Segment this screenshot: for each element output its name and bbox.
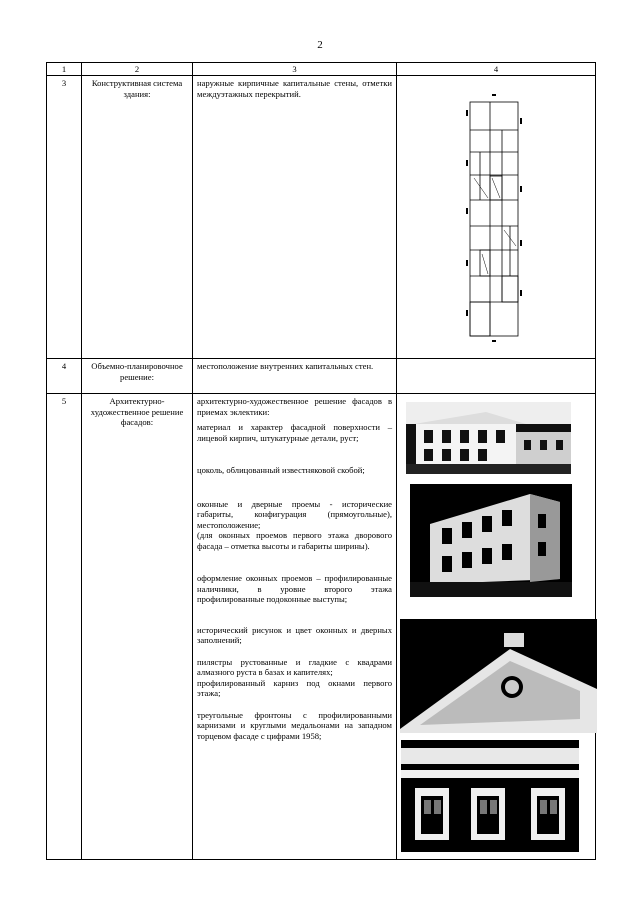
paragraph: оконные и дверные проемы - исторические габариты, конфигурация (прямоугольные), местоположение; [197, 498, 392, 530]
paragraph: материал и характер фасадной поверхности – лицевой кирпич, штукатурные детали, руст; [197, 422, 392, 443]
page-number: 2 [317, 39, 323, 51]
row-number: 4 [47, 359, 82, 394]
paragraph: оформление оконных проемов – профилированные наличники, в уровне второго этажа профилированные подоконные выступы; [197, 573, 392, 605]
empty-cell [397, 359, 596, 394]
facade-photo-1 [406, 402, 571, 474]
table-row [47, 359, 596, 394]
paragraph: треугольные фронтоны с профилированными карнизами и круглыми медальонами на западном торцевом фасаде с цифрами 1958; [197, 709, 392, 741]
row-number: 3 [47, 76, 82, 359]
floor-plan-image [462, 90, 526, 346]
row-description: наружные кирпичные капитальные стены, отметки междуэтажных перекрытий. [193, 76, 397, 359]
row-title: Объемно-планировочное решение: [82, 359, 193, 394]
row-description-list [193, 394, 397, 860]
row-title: Архитектурно-художественное решение фасадов: [82, 394, 193, 860]
header-col-4: 4 [397, 63, 596, 76]
header-col-2: 2 [82, 63, 193, 76]
windows-photo [401, 740, 579, 852]
header-col-1: 1 [47, 63, 82, 76]
paragraph: профилированный карниз под окнами первого этажа; [197, 677, 392, 699]
paragraph: цоколь, облицованный известняковой скобой; [197, 465, 365, 476]
row-description: местоположение внутренних капитальных стен. [193, 359, 397, 394]
row-title: Конструктивная система здания: [82, 76, 193, 359]
paragraph: (для оконных проемов первого этажа дворового фасада – отметка высоты и габариты ширины). [197, 530, 392, 551]
header-col-3: 3 [193, 63, 397, 76]
header-row [47, 63, 596, 76]
facade-photo-2 [410, 484, 572, 597]
pediment-photo [400, 619, 597, 733]
row-number: 5 [47, 394, 82, 860]
paragraph: архитектурно-художественное решение фасадов в приемах эклектики: [197, 396, 392, 417]
paragraph: пилястры рустованные и гладкие с квадрами алмазного руста в базах и капителях; [197, 656, 392, 678]
paragraph: исторический рисунок и цвет оконных и дверных заполнений; [197, 624, 392, 646]
